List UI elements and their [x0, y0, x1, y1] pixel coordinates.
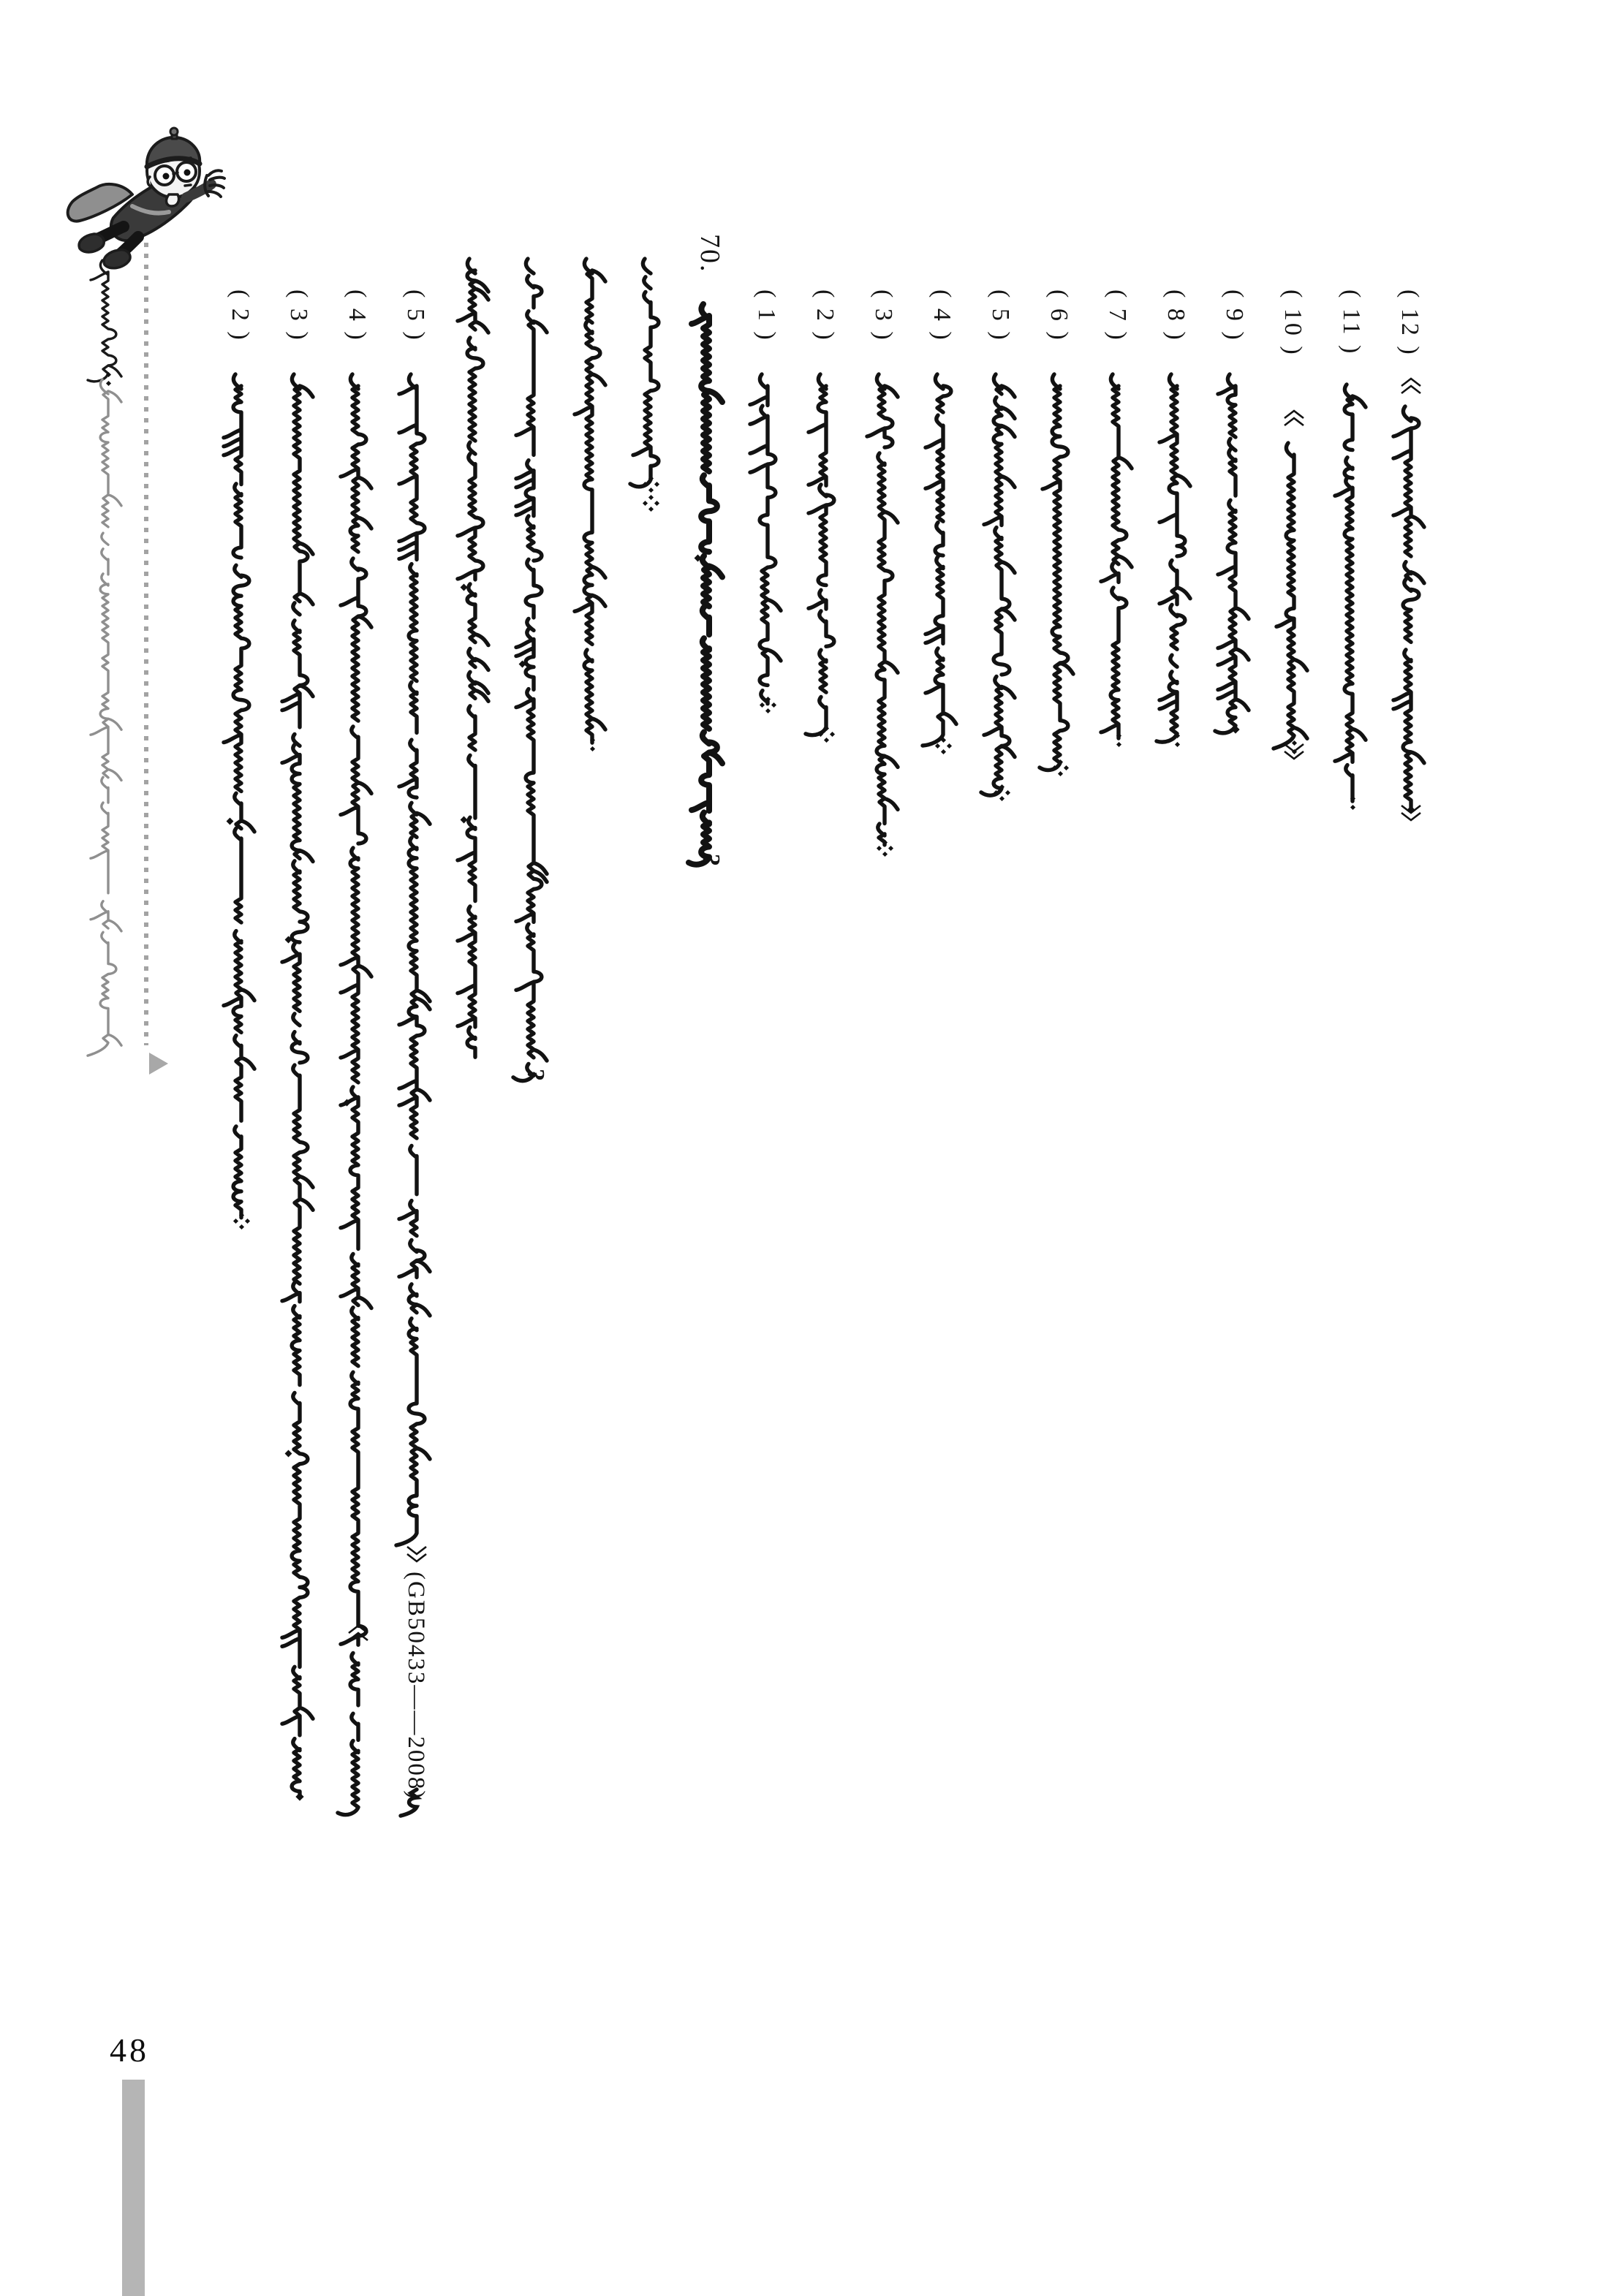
- option-2-script: [800, 371, 852, 743]
- left-paragraph-2-script: [507, 256, 560, 1086]
- four-dots-mark: [654, 501, 659, 506]
- option-11-label: ( 11 ): [1338, 289, 1365, 356]
- cap-knob: [170, 128, 178, 135]
- left-paragraph-4-script: [624, 256, 677, 493]
- option-8-script: [1151, 371, 1203, 750]
- left-option-2-script: [215, 371, 268, 1230]
- margin-arrow-icon: [148, 1051, 170, 1076]
- option-11-script: [1326, 382, 1379, 813]
- option-6-script: [1034, 371, 1086, 776]
- left-paragraph-1-script: [449, 256, 502, 1069]
- margin-dashed-line: [144, 243, 148, 1045]
- glasses-bridge: [173, 173, 178, 174]
- option-5-label: ( 5 ): [987, 289, 1014, 342]
- option-10-script: [1268, 440, 1320, 757]
- footer-tab: [122, 2080, 145, 2296]
- margin-note-gray-script: [82, 376, 135, 1064]
- left-option-5-standard-script: [390, 371, 443, 1554]
- brow-left: [159, 161, 169, 162]
- option-8-label: ( 8 ): [1162, 289, 1189, 342]
- quote-open-mark: [1283, 409, 1305, 428]
- option-1-script: [741, 371, 794, 713]
- four-dots-mark: [648, 507, 653, 512]
- option-3-script: [858, 371, 911, 857]
- left-option-4-label: ( 4 ): [344, 289, 371, 342]
- brow-right: [181, 158, 191, 159]
- left-option-2-label: ( 2 ): [227, 289, 254, 342]
- option-7-script: [1092, 371, 1145, 750]
- quote-close-mark: [406, 1544, 428, 1563]
- option-2-label: ( 2 ): [812, 289, 839, 342]
- left-option-3-script: [273, 371, 326, 1807]
- quote-open-mark: [1400, 377, 1422, 396]
- option-9-label: ( 9 ): [1221, 289, 1248, 342]
- option-3-label: ( 3 ): [870, 289, 897, 342]
- margin-note-black-script: [82, 257, 135, 389]
- question-70-stem-script: [683, 301, 735, 871]
- page-number: 48: [110, 2031, 149, 2069]
- four-dots-mark: [648, 495, 653, 500]
- left-option-4-script: [332, 371, 385, 1822]
- four-dots-mark: [642, 501, 647, 506]
- left-option-5-standard-label: ( 5 ): [402, 289, 429, 342]
- standard-code: (GB50433——2008): [403, 1572, 429, 1800]
- option-12-script: [1385, 403, 1437, 820]
- option-4-script: [917, 371, 969, 754]
- option-9-script: [1209, 371, 1262, 740]
- option-7-label: ( 7 ): [1104, 289, 1131, 342]
- option-6-label: ( 6 ): [1045, 289, 1072, 342]
- chin-hand: [167, 194, 179, 206]
- quote-open-mark: [347, 1624, 369, 1643]
- boot-1: [79, 234, 104, 252]
- ear: [148, 177, 151, 186]
- question-70-stem-question-mark: ?: [697, 854, 725, 866]
- eye-left: [163, 173, 170, 180]
- option-5-script: [975, 371, 1028, 801]
- option-12-label: ( 12 ): [1396, 289, 1423, 357]
- eye-right: [184, 170, 191, 176]
- option-4-label: ( 4 ): [928, 289, 956, 342]
- option-10-label: ( 10 ): [1279, 289, 1306, 357]
- option-1-label: ( 1 ): [753, 289, 780, 342]
- question-70-stem-label: 70.: [695, 234, 725, 273]
- left-paragraph-2-question-mark: ?: [522, 1069, 549, 1081]
- left-option-5-standard-tail-script: [390, 1789, 443, 1822]
- left-option-3-label: ( 3 ): [285, 289, 312, 342]
- mouth: [185, 185, 191, 186]
- left-paragraph-3-script: [566, 256, 618, 754]
